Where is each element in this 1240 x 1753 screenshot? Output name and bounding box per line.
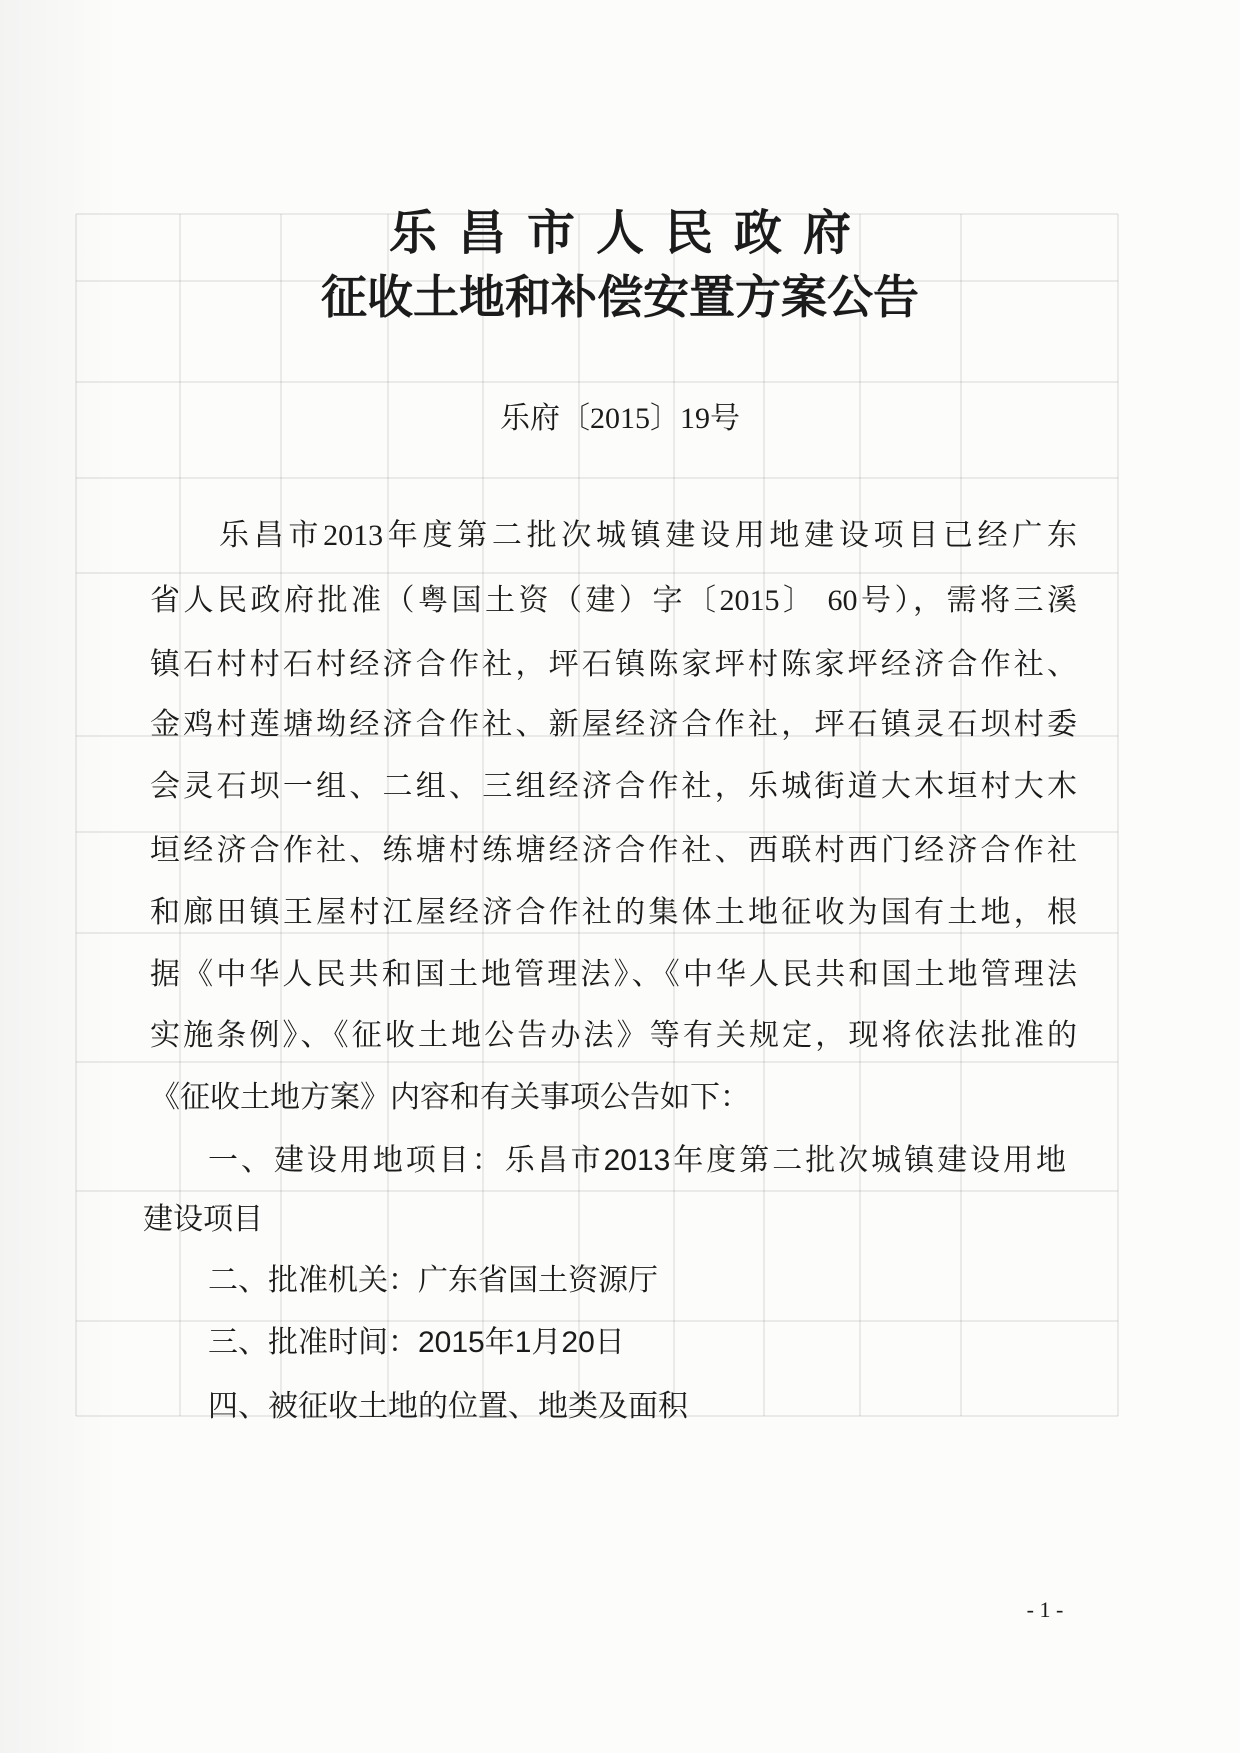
paragraph-line: 乐昌市2013年度第二批次城镇建设用地建设项目已经广东 <box>219 519 1077 552</box>
item-construction-project-continued: 建设项目 <box>143 1203 263 1236</box>
paragraph-line: 垣经济合作社、练塘村练塘经济合作社、西联村西门经济合作社 <box>150 834 1077 867</box>
paragraph-line: 据《中华人民共和国土地管理法》、《中华人民共和国土地管理法 <box>150 958 1077 991</box>
paragraph-line: 镇石村村石村经济合作社，坪石镇陈家坪村陈家坪经济合作社、 <box>150 648 1077 681</box>
title-issuer: 乐昌市人民政府 <box>388 207 872 260</box>
title-subject: 征收土地和补偿安置方案公告 <box>321 272 919 323</box>
paragraph-line: 和廊田镇王屋村江屋经济合作社的集体土地征收为国有土地，根 <box>150 896 1077 929</box>
item-approval-date: 三、批准时间：2015年1月20日 <box>208 1326 625 1359</box>
paragraph-line: 省人民政府批准（粤国土资（建）字〔2015〕 60号），需将三溪 <box>150 584 1077 617</box>
document-number: 乐府〔2015〕19号 <box>500 402 740 435</box>
item-approving-authority: 二、批准机关：广东省国土资源厅 <box>208 1264 658 1297</box>
item-construction-project: 一、建设用地项目：乐昌市2013年度第二批次城镇建设用地 <box>208 1144 1066 1177</box>
paragraph-line: 会灵石坝一组、二组、三组经济合作社，乐城街道大木垣村大木 <box>150 770 1077 803</box>
page-number: - 1 - <box>1026 1597 1064 1622</box>
paragraph-line: 《征收土地方案》内容和有关事项公告如下： <box>150 1081 750 1114</box>
item-land-location-heading: 四、被征收土地的位置、地类及面积 <box>208 1390 688 1423</box>
paragraph-line: 金鸡村莲塘坳经济合作社、新屋经济合作社，坪石镇灵石坝村委 <box>150 708 1077 741</box>
paragraph-line: 实施条例》、《征收土地公告办法》等有关规定，现将依法批准的 <box>150 1019 1077 1052</box>
